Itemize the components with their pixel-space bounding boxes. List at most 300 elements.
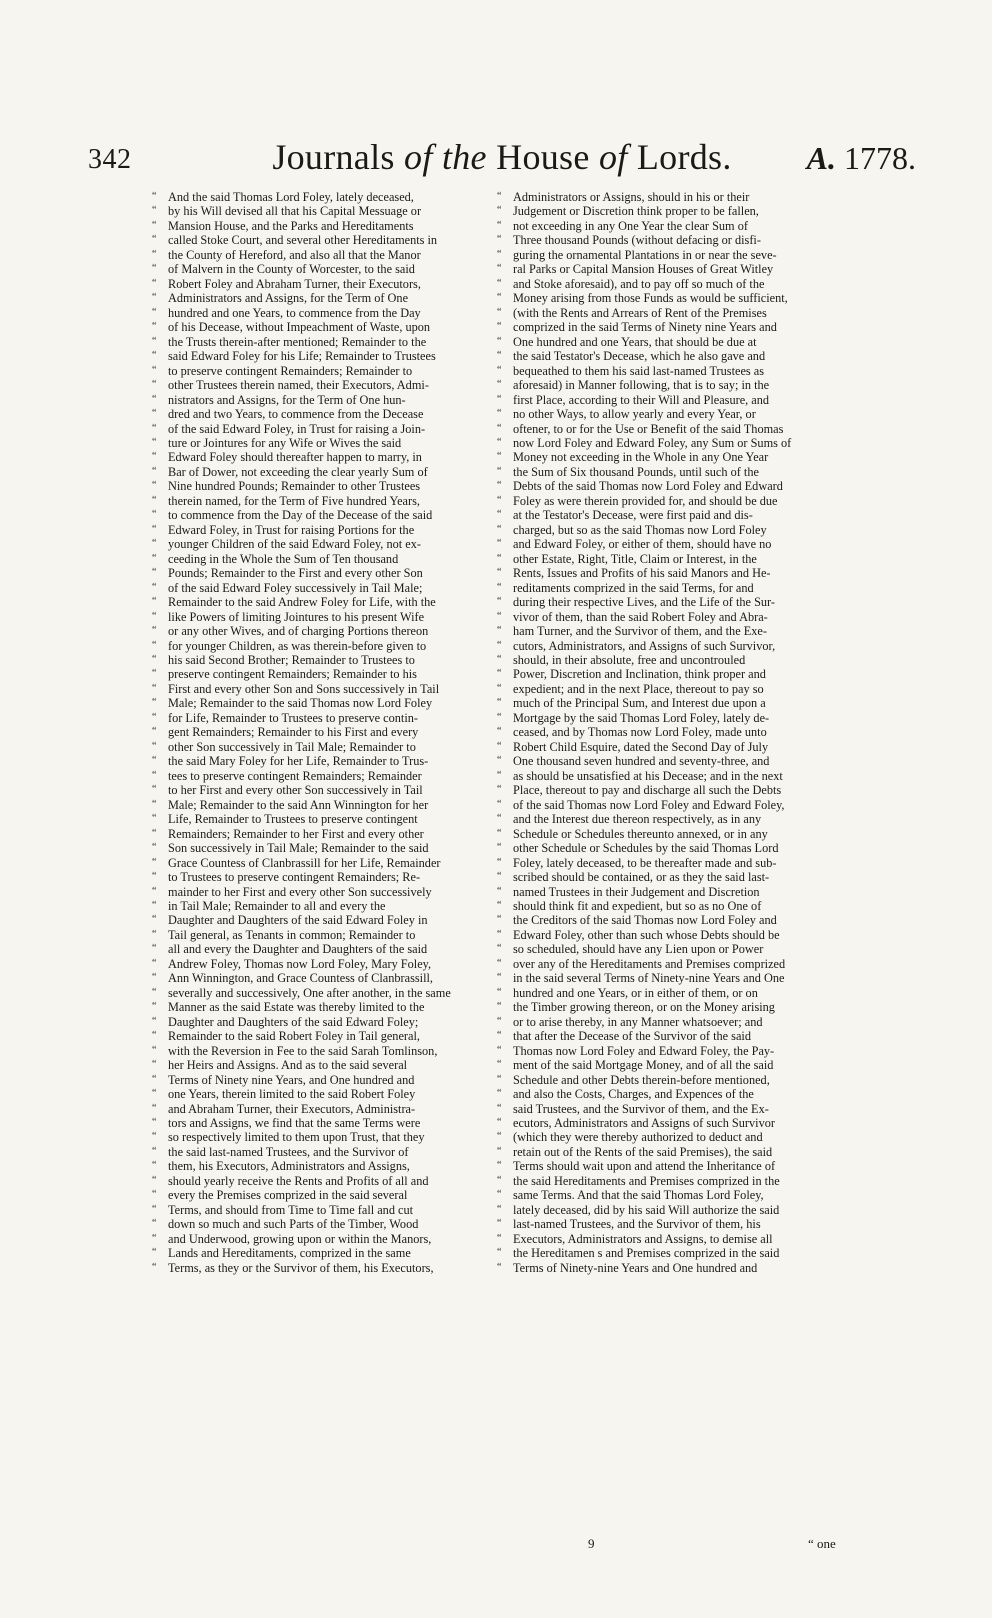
quote-mark: “ [497, 219, 502, 231]
text-line [152, 552, 506, 566]
line-text: ham Turner, and the Survivor of them, and the Exe- [513, 624, 767, 639]
text-line [497, 378, 851, 392]
line-text: And the said Thomas Lord Foley, lately deceased, [168, 190, 414, 204]
quote-mark: “ [152, 263, 157, 275]
text-line [497, 711, 851, 725]
quote-mark: “ [497, 480, 502, 492]
page-number: 342 [88, 144, 132, 175]
line-text: the said Hereditaments and Premises comprized in the [513, 1173, 780, 1188]
quote-mark: “ [152, 465, 157, 477]
text-line [152, 1130, 506, 1144]
quote-mark: “ [152, 668, 157, 680]
text-line [497, 349, 851, 363]
line-text: Lands and Hereditaments, comprized in the same [168, 1246, 411, 1261]
text-line [152, 957, 506, 971]
line-text: ment of the said Mortgage Money, and of all the said [513, 1058, 774, 1073]
quote-mark: “ [152, 986, 157, 998]
text-line [152, 928, 506, 942]
text-line [152, 1073, 506, 1087]
line-text: the Timber growing thereon, or on the Money arising [513, 1000, 775, 1015]
quote-mark: “ [152, 379, 157, 391]
quote-mark: “ [152, 306, 157, 318]
line-text: Administrators and Assigns, for the Term of One [168, 291, 409, 306]
text-line [497, 856, 851, 870]
text-line [497, 537, 851, 551]
catchword: “ one [808, 1536, 836, 1551]
quote-mark: “ [497, 914, 502, 926]
quote-mark: “ [152, 1030, 157, 1042]
text-line [152, 262, 506, 276]
line-text: of the said Thomas now Lord Foley and Edward Foley, [513, 797, 785, 812]
text-line [497, 1246, 851, 1260]
quote-mark: “ [497, 1102, 502, 1114]
quote-mark: “ [152, 335, 157, 347]
text-line [497, 682, 851, 696]
quote-mark: “ [497, 972, 502, 984]
quote-mark: “ [497, 943, 502, 955]
line-text: Foley, lately deceased, to be thereafter made and sub- [513, 855, 777, 870]
quote-mark: “ [497, 726, 502, 738]
year-mark [807, 140, 916, 177]
line-text: tors and Assigns, we find that the same Terms were [168, 1116, 421, 1130]
line-text: Remainder to the said Robert Foley in Tail general, [168, 1029, 420, 1044]
line-text: Schedule and other Debts therein-before mentioned, [513, 1072, 770, 1087]
line-text: scribed should be contained, or as they the said last- [513, 870, 770, 885]
quote-mark: “ [152, 1247, 157, 1259]
line-text: to preserve contingent Remainders; Remainder to [168, 363, 413, 378]
text-line [497, 754, 851, 768]
quote-mark: “ [497, 1088, 502, 1100]
line-text: Tail general, as Tenants in common; Remainder to [168, 927, 416, 942]
line-text: Edward Foley, in Trust for raising Portions for the [168, 522, 415, 537]
text-line [497, 986, 851, 1000]
text-line [497, 1188, 851, 1202]
text-line [152, 986, 506, 1000]
text-line [497, 479, 851, 493]
line-text: now Lord Foley and Edward Foley, any Sum or Sums of [513, 435, 792, 450]
quote-mark: “ [152, 234, 157, 246]
quote-mark: “ [152, 321, 157, 333]
text-line [497, 1145, 851, 1159]
text-line [152, 248, 506, 262]
quote-mark: “ [497, 277, 502, 289]
text-line [497, 1116, 851, 1130]
line-text: last-named Trustees, and the Survivor of them, his [513, 1217, 761, 1232]
quote-mark: “ [497, 408, 502, 420]
quote-mark: “ [152, 697, 157, 709]
line-text: first Place, according to their Will and Pleasure, and [513, 392, 770, 407]
quote-mark: “ [152, 654, 157, 665]
quote-mark: “ [497, 581, 502, 593]
line-text: should think fit and expedient, but so as no One of [513, 898, 762, 913]
text-line [152, 1188, 506, 1202]
running-title [88, 136, 916, 178]
text-line [497, 306, 851, 320]
text-line [152, 1261, 506, 1275]
line-text: mainder to her First and every other Son successively [168, 884, 432, 899]
text-line [152, 523, 506, 537]
quote-mark: “ [152, 769, 157, 781]
text-line [497, 566, 851, 580]
quote-mark: “ [497, 335, 502, 347]
text-line [152, 335, 506, 349]
line-text: Terms of Ninety nine Years, and One hundred and [168, 1072, 415, 1087]
text-line [152, 856, 506, 870]
quote-mark: “ [152, 451, 157, 463]
text-line [152, 1246, 506, 1260]
line-text: Place, thereout to pay and discharge all such the Debts [513, 783, 782, 798]
line-text: reditaments comprized in the said Terms, for and [513, 580, 754, 595]
line-text: the said last-named Trustees, and the Survivor of [168, 1144, 409, 1159]
text-line [497, 494, 851, 508]
line-text: for younger Children, as was therein-before given to [168, 638, 427, 653]
quote-mark: “ [152, 1044, 157, 1056]
quote-mark: “ [152, 885, 157, 897]
line-text: nistrators and Assigns, for the Term of One hun- [168, 392, 406, 407]
quote-mark: “ [497, 509, 502, 521]
text-line [152, 798, 506, 812]
line-text: Manner as the said Estate was thereby limited to the [168, 1000, 425, 1015]
text-line [152, 479, 506, 493]
text-line [497, 262, 851, 276]
line-text: Daughter and Daughters of the said Edward Foley in [168, 913, 428, 928]
quote-mark: “ [497, 552, 502, 564]
quote-mark: “ [497, 292, 502, 304]
signature-mark: 9 [588, 1536, 595, 1551]
line-text: and Underwood, growing upon or within the Manors, [168, 1231, 432, 1246]
text-line [152, 436, 506, 450]
title-word: Journals [272, 137, 395, 177]
quote-mark: “ [152, 350, 157, 362]
quote-mark: “ [497, 1203, 502, 1215]
text-line [152, 190, 506, 204]
line-text: Thomas now Lord Foley and Edward Foley, the Pay- [513, 1043, 775, 1058]
quote-mark: “ [497, 682, 502, 694]
text-line [152, 1232, 506, 1246]
quote-mark: “ [152, 625, 157, 637]
text-line [152, 1102, 506, 1116]
line-text: said Edward Foley for his Life; Remainder to Trustees [168, 349, 436, 364]
line-text: Terms of Ninety-nine Years and One hundred and [513, 1260, 758, 1275]
text-line [152, 624, 506, 638]
quote-mark: “ [497, 769, 502, 781]
quote-mark: “ [152, 813, 157, 825]
quote-mark: “ [152, 1174, 157, 1186]
text-line [152, 320, 506, 334]
quote-mark: “ [152, 422, 157, 434]
line-text: younger Children of the said Edward Foley, not ex- [168, 537, 421, 552]
text-line [497, 696, 851, 710]
right-column [497, 190, 851, 1275]
text-line [497, 1261, 851, 1275]
line-text: or any other Wives, and of charging Portions thereon [168, 624, 429, 639]
line-text: (with the Rents and Arrears of Rent of the Premises [513, 305, 767, 320]
line-text: Male; Remainder to the said Thomas now Lord Foley [168, 696, 433, 711]
text-line [152, 233, 506, 247]
text-line [152, 667, 506, 681]
line-text: guring the ornamental Plantations in or near the seve- [513, 247, 777, 262]
line-text: of the said Edward Foley, in Trust for raising a Join- [168, 421, 426, 436]
quote-mark: “ [152, 581, 157, 593]
text-line [497, 523, 851, 537]
text-line [497, 1203, 851, 1217]
text-line [152, 870, 506, 884]
text-line [152, 277, 506, 291]
text-line [152, 754, 506, 768]
quote-mark: “ [152, 827, 157, 839]
line-text: hundred and one Years, or in either of them, or on [513, 985, 758, 1000]
text-line [152, 1087, 506, 1101]
line-text: of the said Edward Foley successively in Tail Male; [168, 580, 423, 595]
text-line [152, 783, 506, 797]
quote-mark: “ [152, 798, 157, 810]
quote-mark: “ [497, 306, 502, 318]
text-line [497, 248, 851, 262]
line-text: vivor of them, than the said Robert Foley and Abra- [513, 609, 768, 624]
line-text: gent Remainders; Remainder to his First and every [168, 725, 419, 740]
text-line [152, 711, 506, 725]
quote-mark: “ [497, 538, 502, 550]
text-line [497, 1174, 851, 1188]
quote-mark: “ [152, 856, 157, 868]
quote-mark: “ [152, 1073, 157, 1085]
line-text: hundred and one Years, to commence from the Day [168, 305, 421, 320]
quote-mark: “ [152, 1059, 157, 1071]
line-text: the Sum of Six thousand Pounds, until such of the [513, 464, 759, 479]
line-text: Schedule or Schedules thereunto annexed, or in any [513, 826, 768, 841]
text-line [152, 378, 506, 392]
quote-mark: “ [497, 350, 502, 362]
text-line [152, 595, 506, 609]
line-text: aforesaid) in Manner following, that is to say; in the [513, 378, 770, 393]
quote-mark: “ [152, 480, 157, 492]
line-text: called Stoke Court, and several other Hereditaments in [168, 233, 438, 248]
line-text: Terms should wait upon and attend the Inheritance of [513, 1159, 776, 1174]
text-line [152, 537, 506, 551]
text-line [497, 783, 851, 797]
text-line [497, 653, 851, 667]
line-text: and Abraham Turner, their Executors, Administra- [168, 1101, 416, 1116]
text-line [152, 581, 506, 595]
text-line [152, 1058, 506, 1072]
quote-mark: “ [152, 871, 157, 883]
text-line [497, 291, 851, 305]
quote-mark: “ [497, 205, 502, 217]
text-line [497, 204, 851, 218]
text-line [497, 1029, 851, 1043]
text-line [497, 1217, 851, 1231]
quote-mark: “ [497, 1131, 502, 1143]
text-line [152, 349, 506, 363]
text-line [152, 1015, 506, 1029]
line-text: with the Reversion in Fee to the said Sarah Tomlinson, [168, 1043, 438, 1058]
text-line [497, 450, 851, 464]
left-column [152, 190, 506, 1275]
line-text: Debts of the said Thomas now Lord Foley and Edward [513, 479, 783, 494]
quote-mark: “ [497, 842, 502, 854]
line-text: lately deceased, did by his said Will authorize the said [513, 1202, 780, 1217]
line-text: expedient; and in the next Place, thereout to pay so [513, 681, 764, 696]
quote-mark: “ [497, 263, 502, 275]
quote-mark: “ [152, 914, 157, 926]
quote-mark: “ [497, 668, 502, 680]
line-text: Three thousand Pounds (without defacing or disfi- [513, 233, 761, 248]
anno-label: A. [806, 140, 836, 176]
quote-mark: “ [152, 899, 157, 911]
text-line [497, 812, 851, 826]
quote-mark: “ [497, 1015, 502, 1027]
quote-mark: “ [497, 451, 502, 463]
quote-mark: “ [152, 740, 157, 752]
text-line [497, 1058, 851, 1072]
text-line [152, 306, 506, 320]
text-line [497, 1015, 851, 1029]
text-line [497, 1087, 851, 1101]
text-line [152, 682, 506, 696]
line-text: Money arising from those Funds as would be sufficient, [513, 291, 788, 306]
line-text: Terms, as they or the Survivor of them, his Executors, [168, 1260, 434, 1275]
quote-mark: “ [497, 1044, 502, 1056]
quote-mark: “ [497, 1160, 502, 1172]
quote-mark: “ [152, 538, 157, 550]
quote-mark: “ [152, 1218, 157, 1230]
quote-mark: “ [152, 1261, 157, 1273]
line-text: Remainders; Remainder to her First and every other [168, 826, 424, 841]
line-text: preserve contingent Remainders; Remainder to his [168, 667, 417, 682]
text-line [152, 494, 506, 508]
quote-mark: “ [497, 436, 502, 448]
line-text: Money not exceeding in the Whole in any One Year [513, 450, 769, 465]
quote-mark: “ [152, 1232, 157, 1244]
text-line [152, 812, 506, 826]
quote-mark: “ [152, 943, 157, 955]
quote-mark: “ [497, 813, 502, 825]
quote-mark: “ [152, 523, 157, 535]
quote-mark: “ [497, 465, 502, 477]
line-text: severally and successively, One after another, in the same [168, 985, 451, 1000]
quote-mark: “ [497, 234, 502, 246]
line-text: should, in their absolute, free and uncontrouled [513, 653, 746, 667]
quote-mark: “ [152, 842, 157, 854]
quote-mark: “ [497, 494, 502, 506]
line-text: ture or Jointures for any Wife or Wives the said [168, 435, 402, 450]
quote-mark: “ [497, 610, 502, 622]
text-line [497, 465, 851, 479]
quote-mark: “ [497, 248, 502, 260]
text-line [497, 233, 851, 247]
text-line [152, 1217, 506, 1231]
text-line [152, 740, 506, 754]
text-line [152, 508, 506, 522]
line-text: the said Mary Foley for her Life, Remainder to Trus- [168, 754, 429, 769]
line-text: ceased, and by Thomas now Lord Foley, made unto [513, 725, 767, 740]
text-line [152, 465, 506, 479]
text-line [497, 1000, 851, 1014]
title-word: House [496, 137, 590, 177]
text-line [497, 769, 851, 783]
text-line [152, 219, 506, 233]
text-line [152, 769, 506, 783]
line-text: or to arise thereby, in any Manner whatsoever; and [513, 1014, 763, 1029]
line-text: the County of Hereford, and also all that the Manor [168, 247, 421, 262]
line-text: by his Will devised all that his Capital Messuage or [168, 204, 422, 219]
text-line [497, 827, 851, 841]
quote-mark: “ [152, 610, 157, 622]
quote-mark: “ [152, 711, 157, 723]
line-text: other Schedule or Schedules by the said Thomas Lord [513, 841, 779, 856]
text-line [152, 393, 506, 407]
quote-mark: “ [152, 682, 157, 694]
line-text: Mansion House, and the Parks and Hereditaments [168, 218, 414, 233]
quote-mark: “ [497, 1117, 502, 1128]
line-text: said Trustees, and the Survivor of them, and the Ex- [513, 1101, 769, 1116]
line-text: the said Testator's Decease, which he also gave and [513, 349, 766, 364]
line-text: of his Decease, without Impeachment of Waste, upon [168, 320, 431, 335]
text-line [497, 1130, 851, 1144]
quote-mark: “ [497, 1059, 502, 1071]
quote-mark: “ [497, 928, 502, 940]
line-text: much of the Principal Sum, and Interest due upon a [513, 696, 766, 711]
text-line [497, 610, 851, 624]
text-line [497, 364, 851, 378]
line-text: therein named, for the Term of Five hundred Years, [168, 493, 420, 508]
text-line [497, 277, 851, 291]
text-line [152, 653, 506, 667]
quote-mark: “ [152, 205, 157, 217]
quote-mark: “ [152, 292, 157, 304]
quote-mark: “ [152, 639, 157, 651]
quote-mark: “ [152, 552, 157, 564]
quote-mark: “ [497, 191, 502, 202]
text-line [152, 1203, 506, 1217]
quote-mark: “ [152, 191, 157, 202]
text-line [497, 219, 851, 233]
line-text: Terms, and should from Time to Time fall and cut [168, 1202, 414, 1217]
quote-mark: “ [497, 523, 502, 535]
line-text: Power, Discretion and Inclination, think proper and [513, 667, 766, 682]
text-line [497, 508, 851, 522]
line-text: same Terms. And that the said Thomas Lord Foley, [513, 1188, 764, 1203]
quote-mark: “ [497, 697, 502, 709]
text-line [152, 291, 506, 305]
line-text: Edward Foley, other than such whose Debts should be [513, 927, 780, 942]
text-line [497, 1073, 851, 1087]
text-line [497, 552, 851, 566]
quote-mark: “ [497, 1218, 502, 1230]
text-line [497, 422, 851, 436]
line-text: Son successively in Tail Male; Remainder to the said [168, 841, 429, 856]
line-text: Mortgage by the said Thomas Lord Foley, lately de- [513, 710, 770, 725]
quote-mark: “ [497, 654, 502, 665]
text-line [152, 827, 506, 841]
line-text: oftener, to or for the Use or Benefit of the said Thomas [513, 421, 784, 436]
line-text: Edward Foley should thereafter happen to marry, in [168, 450, 422, 465]
line-text: One hundred and one Years, that should be due at [513, 334, 757, 349]
line-text: of Malvern in the County of Worcester, to the said [168, 262, 415, 277]
line-text: during their respective Lives, and the Life of the Sur- [513, 595, 775, 610]
line-text: Grace Countess of Clanbrassill for her Life, Remainder [168, 855, 441, 870]
line-text: Robert Child Esquire, dated the Second Day of July [513, 739, 769, 754]
text-line [152, 566, 506, 580]
quote-mark: “ [152, 494, 157, 506]
text-line [497, 667, 851, 681]
text-line [497, 928, 851, 942]
text-line [497, 320, 851, 334]
quote-mark: “ [497, 986, 502, 998]
text-line [152, 610, 506, 624]
line-text: to Trustees to preserve contingent Remainders; Re- [168, 870, 421, 885]
quote-mark: “ [152, 219, 157, 231]
